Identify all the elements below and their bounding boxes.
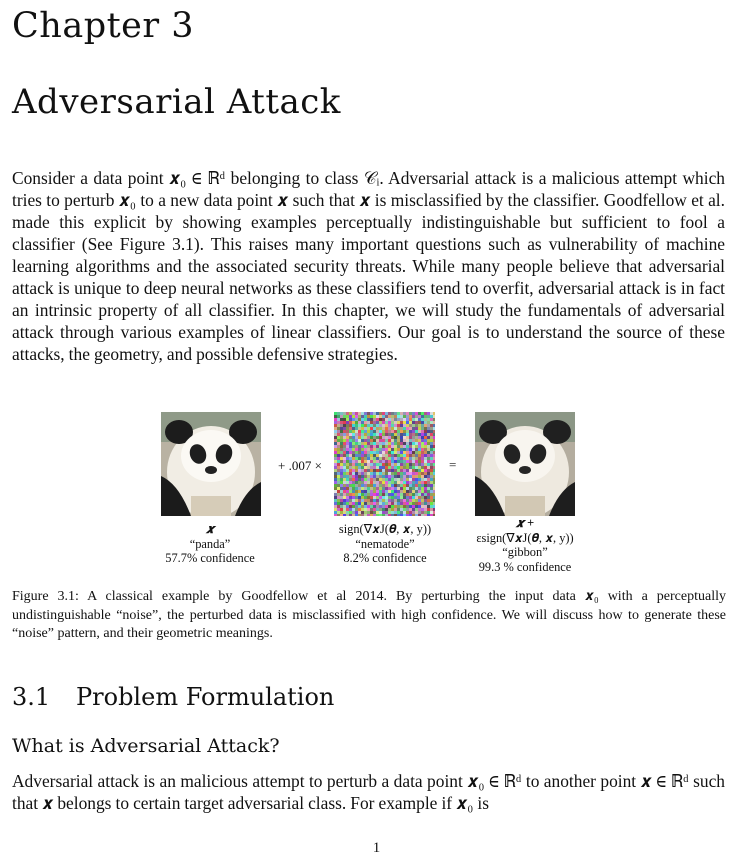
equals-operator: = [449,457,457,472]
panel-label: “gibbon” [502,545,548,559]
panel-math: sign(∇𝒙J(𝜽, 𝒙, y)) [338,522,432,536]
intro-paragraph: Consider a data point 𝒙₀ ∈ ℝᵈ belonging to class 𝒞ᵢ. Adversarial attack is a malicious attempt which tries to perturb 𝒙₀ to a new data point 𝒙 such that 𝒙 is misclassified by the classifier. Goodfellow et al. made this explicit by showing examples perceptually indistinguishable but sufficient to fool a classifier (See Figure 3.1). This raises many important questions such as vulnerability of machine learning algorithms and the associated security threats. While many people believe that adversarial attack is unique to deep neural networks as these classifiers tend to overfit, adversarial attack is in fact an intrinsic property of all classifier. In this chapter, we will study the fundamentals of adversarial attack through various examples of linear classifiers. Our goal is to understand the source of these attacks, the geometry, and possible defensive strategies. [12,168,725,364]
panel-label: “panda” [189,536,231,551]
panel-math: 𝒙 + [515,516,535,530]
panel-confidence: 57.7% confidence [165,551,255,565]
perturbed-panda-image [475,412,575,516]
panda-image [161,412,261,516]
page-number: 1 [372,840,381,856]
panel-confidence: 99.3 % confidence [478,559,572,574]
panel-math-second-line: εsign(∇𝒙J(𝜽, 𝒙, y)) [476,530,574,545]
panel-confidence: 8.2% confidence [343,551,427,565]
panel-label: “nematode” [355,536,415,551]
section-paragraph: Adversarial attack is an malicious attempt to perturb a data point 𝒙₀ ∈ ℝᵈ to another point 𝒙 ∈ ℝᵈ such that 𝒙 belongs to certain target adversarial class. For example if 𝒙₀ is [12,771,725,813]
panel-caption-nematode [310,522,460,566]
section-number: 3.1 [12,683,51,711]
chapter-label: Chapter 3 [12,6,194,46]
section-heading [12,683,334,711]
subsection-heading: What is Adversarial Attack? [12,735,280,757]
chapter-title: Adversarial Attack [12,82,341,122]
panel-caption-gibbon [455,516,595,574]
noise-perturbation-image [334,412,435,516]
panel-caption-panda [140,522,280,566]
section-title: Problem Formulation [76,683,335,711]
panel-math: 𝒙 [206,522,214,536]
figure-caption: Figure 3.1: A classical example by Goodfellow et al 2014. By perturbing the input data 𝒙₀ with a perceptually undistinguishable “noise”, the perturbed data is misclassified with high confidence. We will discuss how to generate these “noise” pattern, and their geometric meanings. [12,589,726,641]
plus-operator: + .007 × [278,458,322,473]
figure-3-1 [0,408,753,578]
